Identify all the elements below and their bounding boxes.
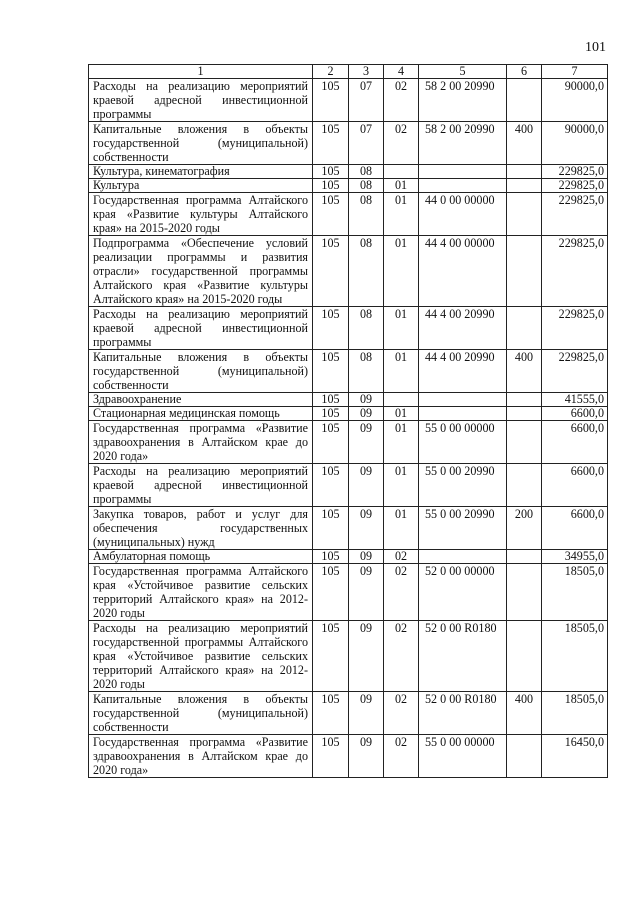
code-cell: 105 <box>313 236 349 307</box>
expense-name-cell: Стационарная медицинская помощь <box>89 407 313 421</box>
expense-name-cell: Расходы на реализацию мероприятий краевой адресной инвестиционной программы <box>89 79 313 122</box>
section-cell: 08 <box>349 179 384 193</box>
table-row <box>89 236 608 307</box>
target-article-cell: 44 4 00 00000 <box>419 236 507 307</box>
amount-cell: 6600,0 <box>542 421 608 464</box>
table-row <box>89 193 608 236</box>
amount-cell: 18505,0 <box>542 621 608 692</box>
target-article-cell: 55 0 00 00000 <box>419 735 507 778</box>
column-header: 7 <box>542 65 608 79</box>
code-cell: 105 <box>313 564 349 621</box>
target-article-cell: 52 0 00 00000 <box>419 564 507 621</box>
target-article-cell: 52 0 00 R0180 <box>419 692 507 735</box>
amount-cell: 90000,0 <box>542 122 608 165</box>
expense-name-cell: Расходы на реализацию мероприятий краевой адресной инвестиционной программы <box>89 307 313 350</box>
budget-table <box>88 64 608 778</box>
amount-cell: 6600,0 <box>542 464 608 507</box>
expense-type-cell <box>507 621 542 692</box>
subsection-cell: 02 <box>384 564 419 621</box>
expense-name-cell: Капитальные вложения в объекты государственной (муниципальной) собственности <box>89 692 313 735</box>
section-cell: 09 <box>349 692 384 735</box>
subsection-cell: 01 <box>384 407 419 421</box>
subsection-cell: 02 <box>384 122 419 165</box>
target-article-cell: 52 0 00 R0180 <box>419 621 507 692</box>
subsection-cell: 02 <box>384 550 419 564</box>
expense-type-cell <box>507 550 542 564</box>
subsection-cell: 01 <box>384 236 419 307</box>
table-row <box>89 407 608 421</box>
amount-cell: 18505,0 <box>542 564 608 621</box>
code-cell: 105 <box>313 307 349 350</box>
target-article-cell: 58 2 00 20990 <box>419 79 507 122</box>
section-cell: 08 <box>349 350 384 393</box>
subsection-cell <box>384 393 419 407</box>
subsection-cell: 01 <box>384 193 419 236</box>
code-cell: 105 <box>313 550 349 564</box>
section-cell: 07 <box>349 79 384 122</box>
section-cell: 09 <box>349 621 384 692</box>
expense-type-cell: 400 <box>507 350 542 393</box>
section-cell: 09 <box>349 564 384 621</box>
table-header-row <box>89 65 608 79</box>
table-row <box>89 550 608 564</box>
code-cell: 105 <box>313 692 349 735</box>
code-cell: 105 <box>313 122 349 165</box>
table-row <box>89 735 608 778</box>
table-row <box>89 122 608 165</box>
section-cell: 08 <box>349 193 384 236</box>
code-cell: 105 <box>313 507 349 550</box>
amount-cell: 6600,0 <box>542 507 608 550</box>
expense-type-cell: 400 <box>507 122 542 165</box>
table-row <box>89 421 608 464</box>
expense-name-cell: Здравоохранение <box>89 393 313 407</box>
section-cell: 09 <box>349 421 384 464</box>
expense-type-cell <box>507 193 542 236</box>
subsection-cell: 01 <box>384 507 419 550</box>
table-row <box>89 464 608 507</box>
amount-cell: 229825,0 <box>542 193 608 236</box>
column-header: 6 <box>507 65 542 79</box>
amount-cell: 229825,0 <box>542 350 608 393</box>
subsection-cell: 01 <box>384 421 419 464</box>
expense-name-cell: Государственная программа Алтайского края «Развитие культуры Алтайского края» на 2015-2020 годы <box>89 193 313 236</box>
column-header: 2 <box>313 65 349 79</box>
expense-type-cell <box>507 464 542 507</box>
expense-type-cell: 200 <box>507 507 542 550</box>
code-cell: 105 <box>313 79 349 122</box>
target-article-cell: 55 0 00 20990 <box>419 507 507 550</box>
table-row <box>89 692 608 735</box>
expense-name-cell: Подпрограмма «Обеспечение условий реализации программы и развития отрасли» государственной программы Алтайского края «Развитие культуры Алтайского края» на 2015-2020 годы <box>89 236 313 307</box>
table-row <box>89 564 608 621</box>
amount-cell: 6600,0 <box>542 407 608 421</box>
amount-cell: 229825,0 <box>542 307 608 350</box>
target-article-cell: 44 0 00 00000 <box>419 193 507 236</box>
section-cell: 09 <box>349 507 384 550</box>
section-cell: 07 <box>349 122 384 165</box>
target-article-cell <box>419 393 507 407</box>
subsection-cell: 01 <box>384 307 419 350</box>
expense-name-cell: Государственная программа Алтайского края «Устойчивое развитие сельских территорий Алтайского края» на 2012-2020 годы <box>89 564 313 621</box>
section-cell: 09 <box>349 407 384 421</box>
target-article-cell: 44 4 00 20990 <box>419 307 507 350</box>
amount-cell: 229825,0 <box>542 165 608 179</box>
table-row <box>89 621 608 692</box>
section-cell: 08 <box>349 165 384 179</box>
expense-name-cell: Капитальные вложения в объекты государственной (муниципальной) собственности <box>89 122 313 165</box>
subsection-cell: 01 <box>384 350 419 393</box>
target-article-cell: 44 4 00 20990 <box>419 350 507 393</box>
code-cell: 105 <box>313 350 349 393</box>
amount-cell: 41555,0 <box>542 393 608 407</box>
expense-type-cell <box>507 407 542 421</box>
expense-name-cell: Культура, кинематография <box>89 165 313 179</box>
code-cell: 105 <box>313 421 349 464</box>
target-article-cell: 55 0 00 20990 <box>419 464 507 507</box>
expense-name-cell: Капитальные вложения в объекты государственной (муниципальной) собственности <box>89 350 313 393</box>
table-row <box>89 165 608 179</box>
subsection-cell: 02 <box>384 692 419 735</box>
target-article-cell <box>419 179 507 193</box>
amount-cell: 18505,0 <box>542 692 608 735</box>
table-row <box>89 179 608 193</box>
expense-name-cell: Государственная программа «Развитие здравоохранения в Алтайском крае до 2020 года» <box>89 735 313 778</box>
code-cell: 105 <box>313 464 349 507</box>
column-header: 3 <box>349 65 384 79</box>
page-number: 101 <box>585 40 606 55</box>
section-cell: 09 <box>349 550 384 564</box>
expense-type-cell <box>507 393 542 407</box>
column-header: 1 <box>89 65 313 79</box>
expense-type-cell <box>507 236 542 307</box>
code-cell: 105 <box>313 179 349 193</box>
section-cell: 09 <box>349 735 384 778</box>
amount-cell: 229825,0 <box>542 179 608 193</box>
section-cell: 09 <box>349 464 384 507</box>
code-cell: 105 <box>313 735 349 778</box>
table-row <box>89 79 608 122</box>
code-cell: 105 <box>313 193 349 236</box>
code-cell: 105 <box>313 165 349 179</box>
target-article-cell <box>419 550 507 564</box>
subsection-cell: 01 <box>384 179 419 193</box>
column-header: 5 <box>419 65 507 79</box>
code-cell: 105 <box>313 407 349 421</box>
expense-name-cell: Закупка товаров, работ и услуг для обеспечения государственных (муниципальных) нужд <box>89 507 313 550</box>
amount-cell: 90000,0 <box>542 79 608 122</box>
expense-name-cell: Расходы на реализацию мероприятий государственной программы Алтайского края «Устойчивое развитие сельских территорий Алтайского края» на 2012-2020 годы <box>89 621 313 692</box>
expense-type-cell: 400 <box>507 692 542 735</box>
table-row <box>89 350 608 393</box>
section-cell: 09 <box>349 393 384 407</box>
subsection-cell: 02 <box>384 735 419 778</box>
amount-cell: 34955,0 <box>542 550 608 564</box>
subsection-cell <box>384 165 419 179</box>
subsection-cell: 01 <box>384 464 419 507</box>
expense-type-cell <box>507 179 542 193</box>
expense-name-cell: Расходы на реализацию мероприятий краевой адресной инвестиционной программы <box>89 464 313 507</box>
section-cell: 08 <box>349 236 384 307</box>
code-cell: 105 <box>313 393 349 407</box>
column-header: 4 <box>384 65 419 79</box>
expense-type-cell <box>507 165 542 179</box>
expense-name-cell: Культура <box>89 179 313 193</box>
target-article-cell: 58 2 00 20990 <box>419 122 507 165</box>
expense-name-cell: Государственная программа «Развитие здравоохранения в Алтайском крае до 2020 года» <box>89 421 313 464</box>
subsection-cell: 02 <box>384 79 419 122</box>
amount-cell: 16450,0 <box>542 735 608 778</box>
table-row <box>89 307 608 350</box>
subsection-cell: 02 <box>384 621 419 692</box>
target-article-cell <box>419 165 507 179</box>
expense-type-cell <box>507 421 542 464</box>
amount-cell: 229825,0 <box>542 236 608 307</box>
expense-type-cell <box>507 564 542 621</box>
expense-name-cell: Амбулаторная помощь <box>89 550 313 564</box>
code-cell: 105 <box>313 621 349 692</box>
table-row <box>89 393 608 407</box>
target-article-cell: 55 0 00 00000 <box>419 421 507 464</box>
table-row <box>89 507 608 550</box>
expense-type-cell <box>507 735 542 778</box>
section-cell: 08 <box>349 307 384 350</box>
expense-type-cell <box>507 79 542 122</box>
expense-type-cell <box>507 307 542 350</box>
target-article-cell <box>419 407 507 421</box>
